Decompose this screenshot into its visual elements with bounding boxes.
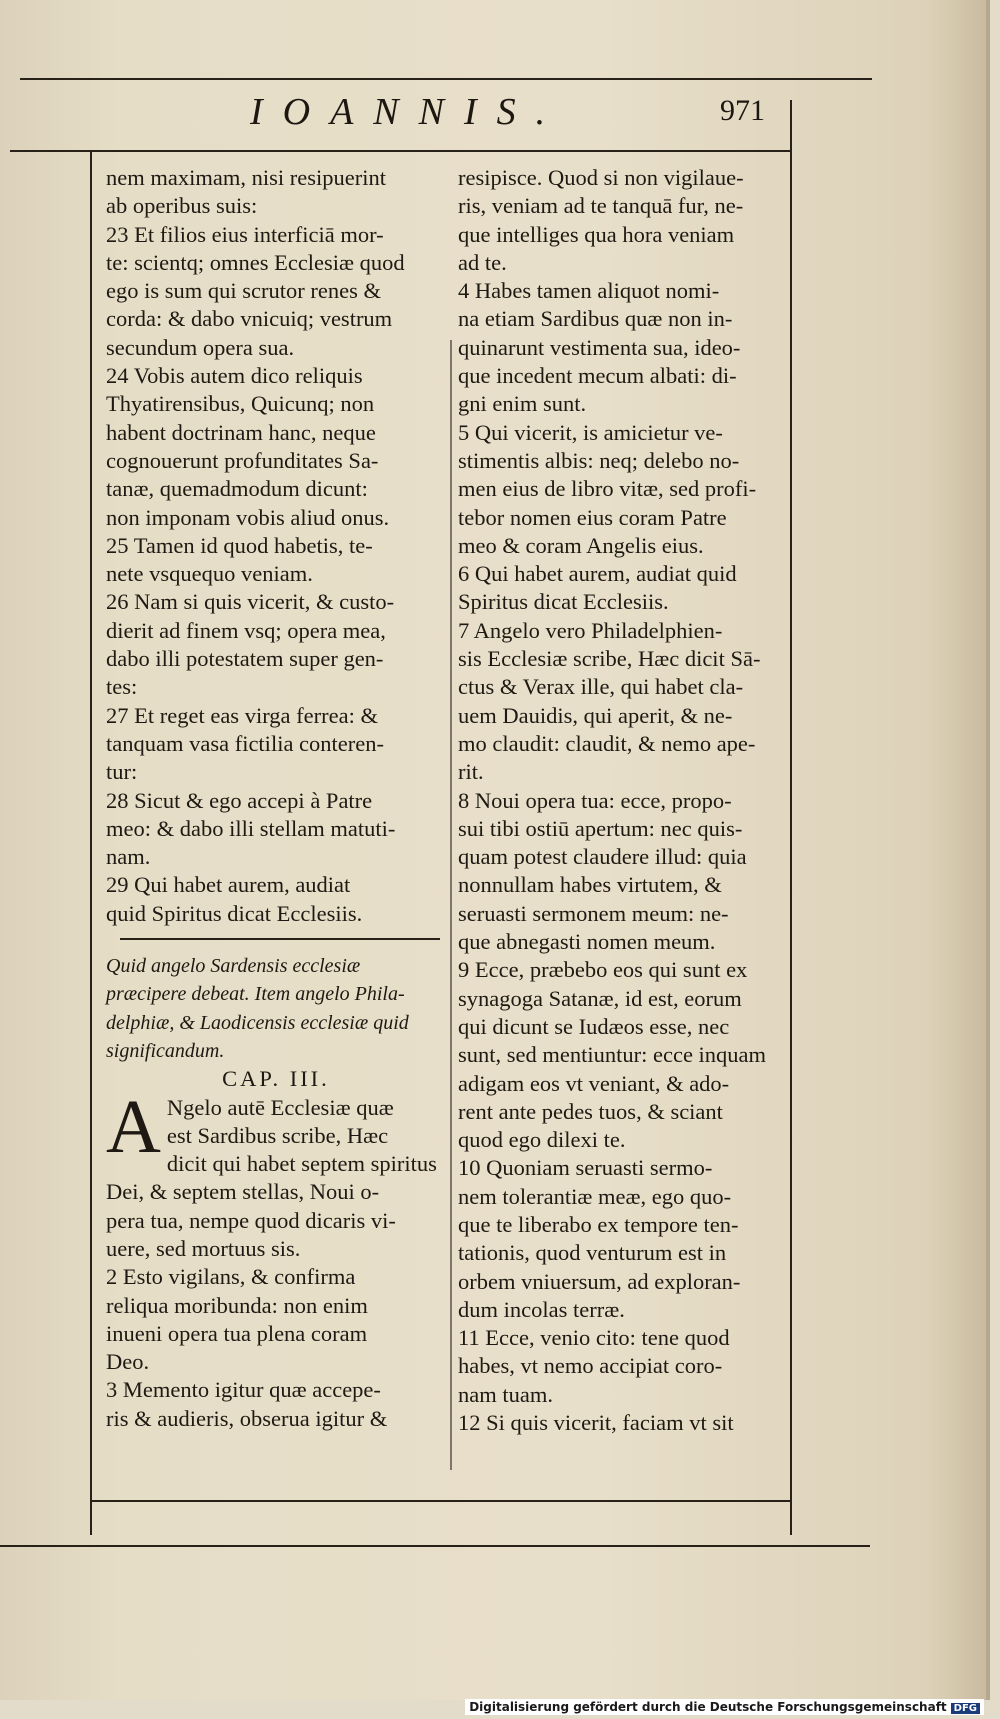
summary-line: significandum. [106, 1039, 225, 1062]
dfg-logo: DFG [951, 1703, 980, 1714]
right-column-text [458, 164, 788, 1437]
text-line: Deo. [106, 1349, 150, 1375]
text-line: nem maximam, nisi resipuerint [106, 165, 386, 190]
text-line: tur: [106, 759, 138, 785]
left-column-text [106, 164, 446, 928]
left-border [90, 150, 92, 1535]
credit-text: Digitalisierung gefördert durch die Deutsche Forschungsgemeinschaft [469, 1700, 947, 1714]
text-line: synagoga Satanæ, id est, eorum [458, 985, 742, 1011]
text-line: secundum opera sua. [106, 334, 295, 360]
text-line: men eius de libro vitæ, sed profi- [458, 476, 757, 502]
page-bottom-rule [0, 1545, 870, 1547]
text-line: que te liberabo ex tempore ten- [458, 1211, 739, 1237]
column-divider [450, 340, 452, 1470]
text-line: que intelliges qua hora veniam [458, 221, 735, 247]
text-line: mo claudit: claudit, & nemo ape- [458, 730, 756, 756]
text-line: tes: [106, 674, 138, 700]
text-line: Ngelo autē Ecclesiæ quæ [166, 1094, 394, 1120]
text-line: rit. [458, 759, 484, 785]
text-line: que incedent mecum albati: di- [458, 363, 737, 389]
text-line: Thyatirensibus, Quicunq; non [106, 391, 375, 417]
text-line: ris & audieris, obserua igitur & [106, 1405, 388, 1431]
summary-line: Quid angelo Sardensis ecclesiæ [106, 955, 361, 978]
text-line: quinarunt vestimenta sua, ideo- [458, 334, 741, 360]
text-line: orbem vniuersum, ad exploran- [458, 1268, 741, 1294]
text-line: seruasti sermonem meum: ne- [458, 900, 729, 926]
text-line: quid Spiritus dicat Ecclesiis. [106, 900, 363, 926]
text-line: quam potest claudere illud: quia [458, 844, 747, 870]
text-line: tanquam vasa fictilia conteren- [106, 730, 384, 756]
text-line: nonnullam habes virtutem, & [458, 872, 722, 898]
text-line: nem tolerantiæ meæ, ego quo- [458, 1183, 732, 1209]
text-line: 6 Qui habet aurem, audiat quid [458, 561, 737, 587]
text-line: sui tibi ostiū apertum: nec quis- [458, 815, 743, 841]
text-line: ctus & Verax ille, qui habet cla- [458, 674, 744, 700]
running-head [20, 90, 780, 140]
top-rule [20, 78, 872, 80]
section-rule [120, 938, 440, 940]
text-line: habent doctrinam hanc, neque [106, 419, 376, 445]
text-line: 3 Memento igitur quæ accepe- [106, 1377, 381, 1403]
text-line: te: scientq; omnes Ecclesiæ quod [106, 249, 405, 275]
text-line: Spiritus dicat Ecclesiis. [458, 589, 669, 615]
text-line: adigam eos vt veniant, & ado- [458, 1070, 730, 1096]
text-line: dum incolas terræ. [458, 1296, 625, 1322]
text-line: 29 Qui habet aurem, audiat [106, 872, 351, 898]
text-line: 5 Qui vicerit, is amicietur ve- [458, 419, 723, 445]
text-line: nam. [106, 844, 151, 870]
text-line: 4 Habes tamen aliquot nomi- [458, 278, 720, 304]
text-line: 24 Vobis autem dico reliquis [106, 363, 363, 389]
text-line: stimentis albis: neq; delebo no- [458, 447, 740, 473]
digitization-credit [465, 1699, 984, 1715]
text-line: ego is sum qui scrutor renes & [106, 278, 381, 304]
text-line: 26 Nam si quis vicerit, & custo- [106, 589, 395, 615]
text-line: nete vsquequo veniam. [106, 561, 313, 587]
page-number: 971 [720, 94, 765, 127]
text-line: uere, sed mortuus sis. [106, 1235, 301, 1261]
text-line: uem Dauidis, qui aperit, & ne- [458, 702, 733, 728]
text-line: non imponam vobis aliud onus. [106, 504, 390, 530]
drop-cap: A [106, 1084, 161, 1169]
text-line: 11 Ecce, venio cito: tene quod [458, 1325, 730, 1351]
text-line: 7 Angelo vero Philadelphien- [458, 617, 723, 643]
text-line: 27 Et reget eas virga ferrea: & [106, 702, 378, 728]
text-line: rent ante pedes tuos, & sciant [458, 1098, 723, 1124]
chapter-heading: CAP. III. [222, 1066, 330, 1092]
chapter-summary [106, 952, 446, 1065]
text-line: inueni opera tua plena coram [106, 1320, 368, 1346]
text-line: resipisce. Quod si non vigilaue- [458, 165, 744, 190]
text-line: ab operibus suis: [106, 193, 258, 219]
head-rule [10, 150, 790, 152]
text-line: meo & coram Angelis eius. [458, 532, 704, 558]
text-line: pera tua, nempe quod dicaris vi- [106, 1207, 396, 1233]
left-column [106, 164, 446, 1433]
text-line: gni enim sunt. [458, 391, 587, 417]
text-line: dabo illi potestatem super gen- [106, 646, 384, 672]
text-line: 9 Ecce, præbebo eos qui sunt ex [458, 957, 748, 983]
text-line: nam tuam. [458, 1381, 553, 1407]
text-line: tebor nomen eius coram Patre [458, 504, 727, 530]
text-line: dicit qui habet septem spiritus [166, 1151, 437, 1177]
summary-line: præcipere debeat. Item angelo Phila- [106, 983, 405, 1006]
text-line: na etiam Sardibus quæ non in- [458, 306, 733, 332]
text-line: 23 Et filios eius interficiā mor- [106, 221, 384, 247]
text-line: ad te. [458, 249, 507, 275]
text-line: ris, veniam ad te tanquā fur, ne- [458, 193, 744, 219]
text-line: meo: & dabo illi stellam matuti- [106, 815, 396, 841]
text-line: Dei, & septem stellas, Noui o- [106, 1179, 380, 1205]
text-line: cognouerunt profunditates Sa- [106, 447, 379, 473]
right-border [790, 100, 792, 1535]
text-line: reliqua moribunda: non enim [106, 1292, 368, 1318]
text-line: sunt, sed mentiuntur: ecce inquam [458, 1042, 767, 1068]
text-line: 25 Tamen id quod habetis, te- [106, 532, 373, 558]
text-line: tationis, quod venturum est in [458, 1240, 727, 1266]
text-line: 8 Noui opera tua: ecce, propo- [458, 787, 732, 813]
text-line: que abnegasti nomen meum. [458, 929, 716, 955]
text-line: tanæ, quemadmodum dicunt: [106, 476, 368, 502]
running-title: IOANNIS. [250, 91, 566, 133]
text-line: sis Ecclesiæ scribe, Hæc dicit Sā- [458, 646, 761, 672]
text-line: quod ego dilexi te. [458, 1127, 626, 1153]
text-line: 12 Si quis vicerit, faciam vt sit [458, 1410, 734, 1436]
text-line: 10 Quoniam seruasti sermo- [458, 1155, 713, 1181]
text-line: 2 Esto vigilans, & confirma [106, 1264, 356, 1290]
text-line: est Sardibus scribe, Hæc [166, 1122, 389, 1148]
chapter-opening [106, 1084, 446, 1434]
text-line: 28 Sicut & ego accepi à Patre [106, 787, 373, 813]
right-column [458, 164, 788, 1437]
text-line: qui dicunt se Iudæos esse, nec [458, 1013, 730, 1039]
text-line: dierit ad finem vsq; opera mea, [106, 617, 386, 643]
summary-line: delphiæ, & Laodicensis ecclesiæ quid [106, 1011, 409, 1034]
bottom-rule [90, 1500, 790, 1502]
text-line: corda: & dabo vnicuiq; vestrum [106, 306, 393, 332]
text-line: habes, vt nemo accipiat coro- [458, 1353, 723, 1379]
